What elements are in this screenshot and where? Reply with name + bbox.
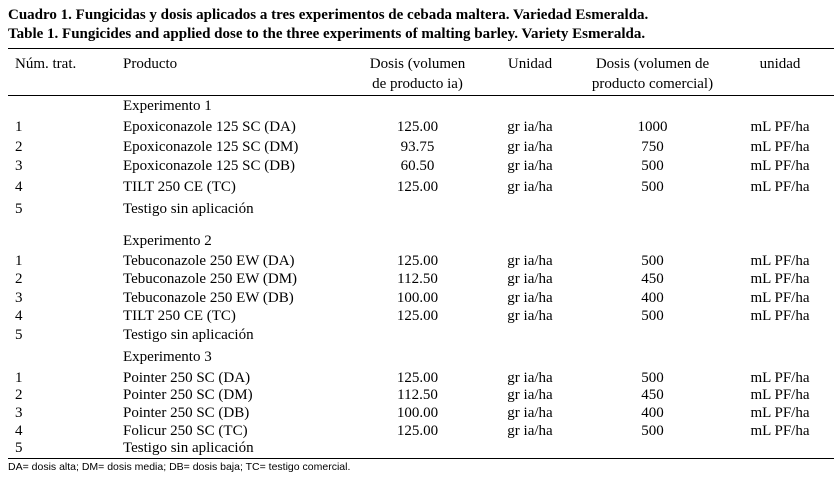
cell-dose-ia: 125.00	[396, 308, 439, 324]
cell-num: 4	[15, 308, 23, 324]
cell-dose-ia: 60.50	[400, 158, 435, 174]
cell-product: Tebuconazole 250 EW (DB)	[123, 290, 294, 306]
header-dose-com-line1: Dosis (volumen de	[595, 56, 710, 72]
cell-unit-commercial: mL PF/ha	[750, 253, 810, 269]
cell-product: Tebuconazole 250 EW (DA)	[123, 253, 295, 269]
cell-unit-ia: gr ia/ha	[507, 179, 553, 195]
caption-english: Table 1. Fungicides and applied dose to the three experiments of malting barley. Variety Esmeralda.	[8, 26, 646, 42]
cell-dose-ia: 125.00	[396, 423, 439, 439]
cell-dose-commercial: 400	[641, 405, 664, 421]
cell-unit-commercial: mL PF/ha	[750, 387, 810, 403]
cell-dose-commercial: 500	[641, 423, 664, 439]
cell-num: 2	[15, 271, 23, 287]
cell-num: 3	[15, 290, 23, 306]
cell-product: Epoxiconazole 125 SC (DA)	[123, 119, 296, 135]
cell-dose-commercial: 1000	[637, 119, 668, 135]
header-dose-ia-line2: de producto ia)	[372, 76, 463, 92]
cell-num: 5	[15, 201, 23, 217]
cell-product: Epoxiconazole 125 SC (DB)	[123, 158, 296, 174]
cell-product: Folicur 250 SC (TC)	[123, 423, 248, 439]
experiment-title: Experimento 2	[123, 233, 212, 249]
cell-dose-commercial: 750	[641, 139, 664, 155]
cell-dose-ia: 112.50	[397, 387, 438, 403]
cell-product: Testigo sin aplicación	[123, 201, 254, 217]
cell-unit-commercial: mL PF/ha	[750, 423, 810, 439]
cell-product: Pointer 250 SC (DM)	[123, 387, 253, 403]
cell-unit-commercial: mL PF/ha	[750, 158, 810, 174]
cell-unit-commercial: mL PF/ha	[750, 139, 810, 155]
top-rule	[8, 48, 834, 49]
cell-unit-commercial: mL PF/ha	[750, 308, 810, 324]
cell-dose-commercial: 450	[641, 387, 664, 403]
cell-dose-ia: 100.00	[396, 405, 439, 421]
cell-unit-ia: gr ia/ha	[507, 308, 553, 324]
header-num: Núm. trat.	[15, 56, 77, 72]
cell-unit-ia: gr ia/ha	[507, 119, 553, 135]
cell-product: Epoxiconazole 125 SC (DM)	[123, 139, 299, 155]
cell-product: TILT 250 CE (TC)	[123, 179, 236, 195]
cell-unit-ia: gr ia/ha	[507, 271, 553, 287]
header-unit-ia: Unidad	[507, 56, 553, 72]
cell-dose-commercial: 500	[641, 179, 664, 195]
cell-unit-commercial: mL PF/ha	[750, 290, 810, 306]
cell-num: 2	[15, 139, 23, 155]
caption-spanish: Cuadro 1. Fungicidas y dosis aplicados a tres experimentos de cebada maltera. Variedad Esmeralda.	[8, 7, 649, 23]
cell-num: 5	[15, 440, 23, 456]
cell-unit-ia: gr ia/ha	[507, 290, 553, 306]
cell-dose-commercial: 500	[641, 370, 664, 386]
cell-num: 4	[15, 423, 23, 439]
cell-num: 3	[15, 405, 23, 421]
cell-dose-commercial: 450	[641, 271, 664, 287]
cell-unit-ia: gr ia/ha	[507, 158, 553, 174]
cell-unit-ia: gr ia/ha	[507, 253, 553, 269]
cell-unit-ia: gr ia/ha	[507, 405, 553, 421]
cell-dose-commercial: 500	[641, 308, 664, 324]
cell-unit-ia: gr ia/ha	[507, 387, 553, 403]
cell-dose-commercial: 500	[641, 253, 664, 269]
header-unit-com: unidad	[759, 56, 801, 72]
cell-num: 1	[15, 119, 23, 135]
cell-dose-ia: 125.00	[396, 179, 439, 195]
header-dose-ia-line1: Dosis (volumen	[369, 56, 466, 72]
cell-unit-commercial: mL PF/ha	[750, 119, 810, 135]
cell-dose-ia: 125.00	[396, 253, 439, 269]
cell-dose-ia: 112.50	[397, 271, 438, 287]
experiment-title: Experimento 1	[123, 98, 212, 114]
cell-unit-commercial: mL PF/ha	[750, 271, 810, 287]
cell-num: 1	[15, 370, 23, 386]
cell-dose-ia: 100.00	[396, 290, 439, 306]
cell-num: 3	[15, 158, 23, 174]
bottom-rule	[8, 458, 834, 459]
footnote: DA= dosis alta; DM= dosis media; DB= dosis baja; TC= testigo comercial.	[8, 461, 351, 473]
cell-unit-ia: gr ia/ha	[507, 139, 553, 155]
cell-product: Testigo sin aplicación	[123, 327, 254, 343]
cell-unit-commercial: mL PF/ha	[750, 405, 810, 421]
cell-dose-ia: 125.00	[396, 119, 439, 135]
cell-unit-commercial: mL PF/ha	[750, 179, 810, 195]
cell-num: 5	[15, 327, 23, 343]
header-dose-com-line2: producto comercial)	[591, 76, 714, 92]
cell-dose-commercial: 500	[641, 158, 664, 174]
cell-unit-ia: gr ia/ha	[507, 370, 553, 386]
cell-product: Pointer 250 SC (DA)	[123, 370, 251, 386]
cell-num: 1	[15, 253, 23, 269]
cell-num: 2	[15, 387, 23, 403]
header-product: Producto	[123, 56, 178, 72]
cell-dose-ia: 125.00	[396, 370, 439, 386]
cell-product: TILT 250 CE (TC)	[123, 308, 236, 324]
cell-unit-commercial: mL PF/ha	[750, 370, 810, 386]
cell-dose-ia: 93.75	[400, 139, 435, 155]
cell-product: Pointer 250 SC (DB)	[123, 405, 250, 421]
header-rule	[8, 95, 834, 96]
cell-product: Testigo sin aplicación	[123, 440, 254, 456]
cell-num: 4	[15, 179, 23, 195]
experiment-title: Experimento 3	[123, 349, 212, 365]
cell-product: Tebuconazole 250 EW (DM)	[123, 271, 298, 287]
cell-dose-commercial: 400	[641, 290, 664, 306]
cell-unit-ia: gr ia/ha	[507, 423, 553, 439]
